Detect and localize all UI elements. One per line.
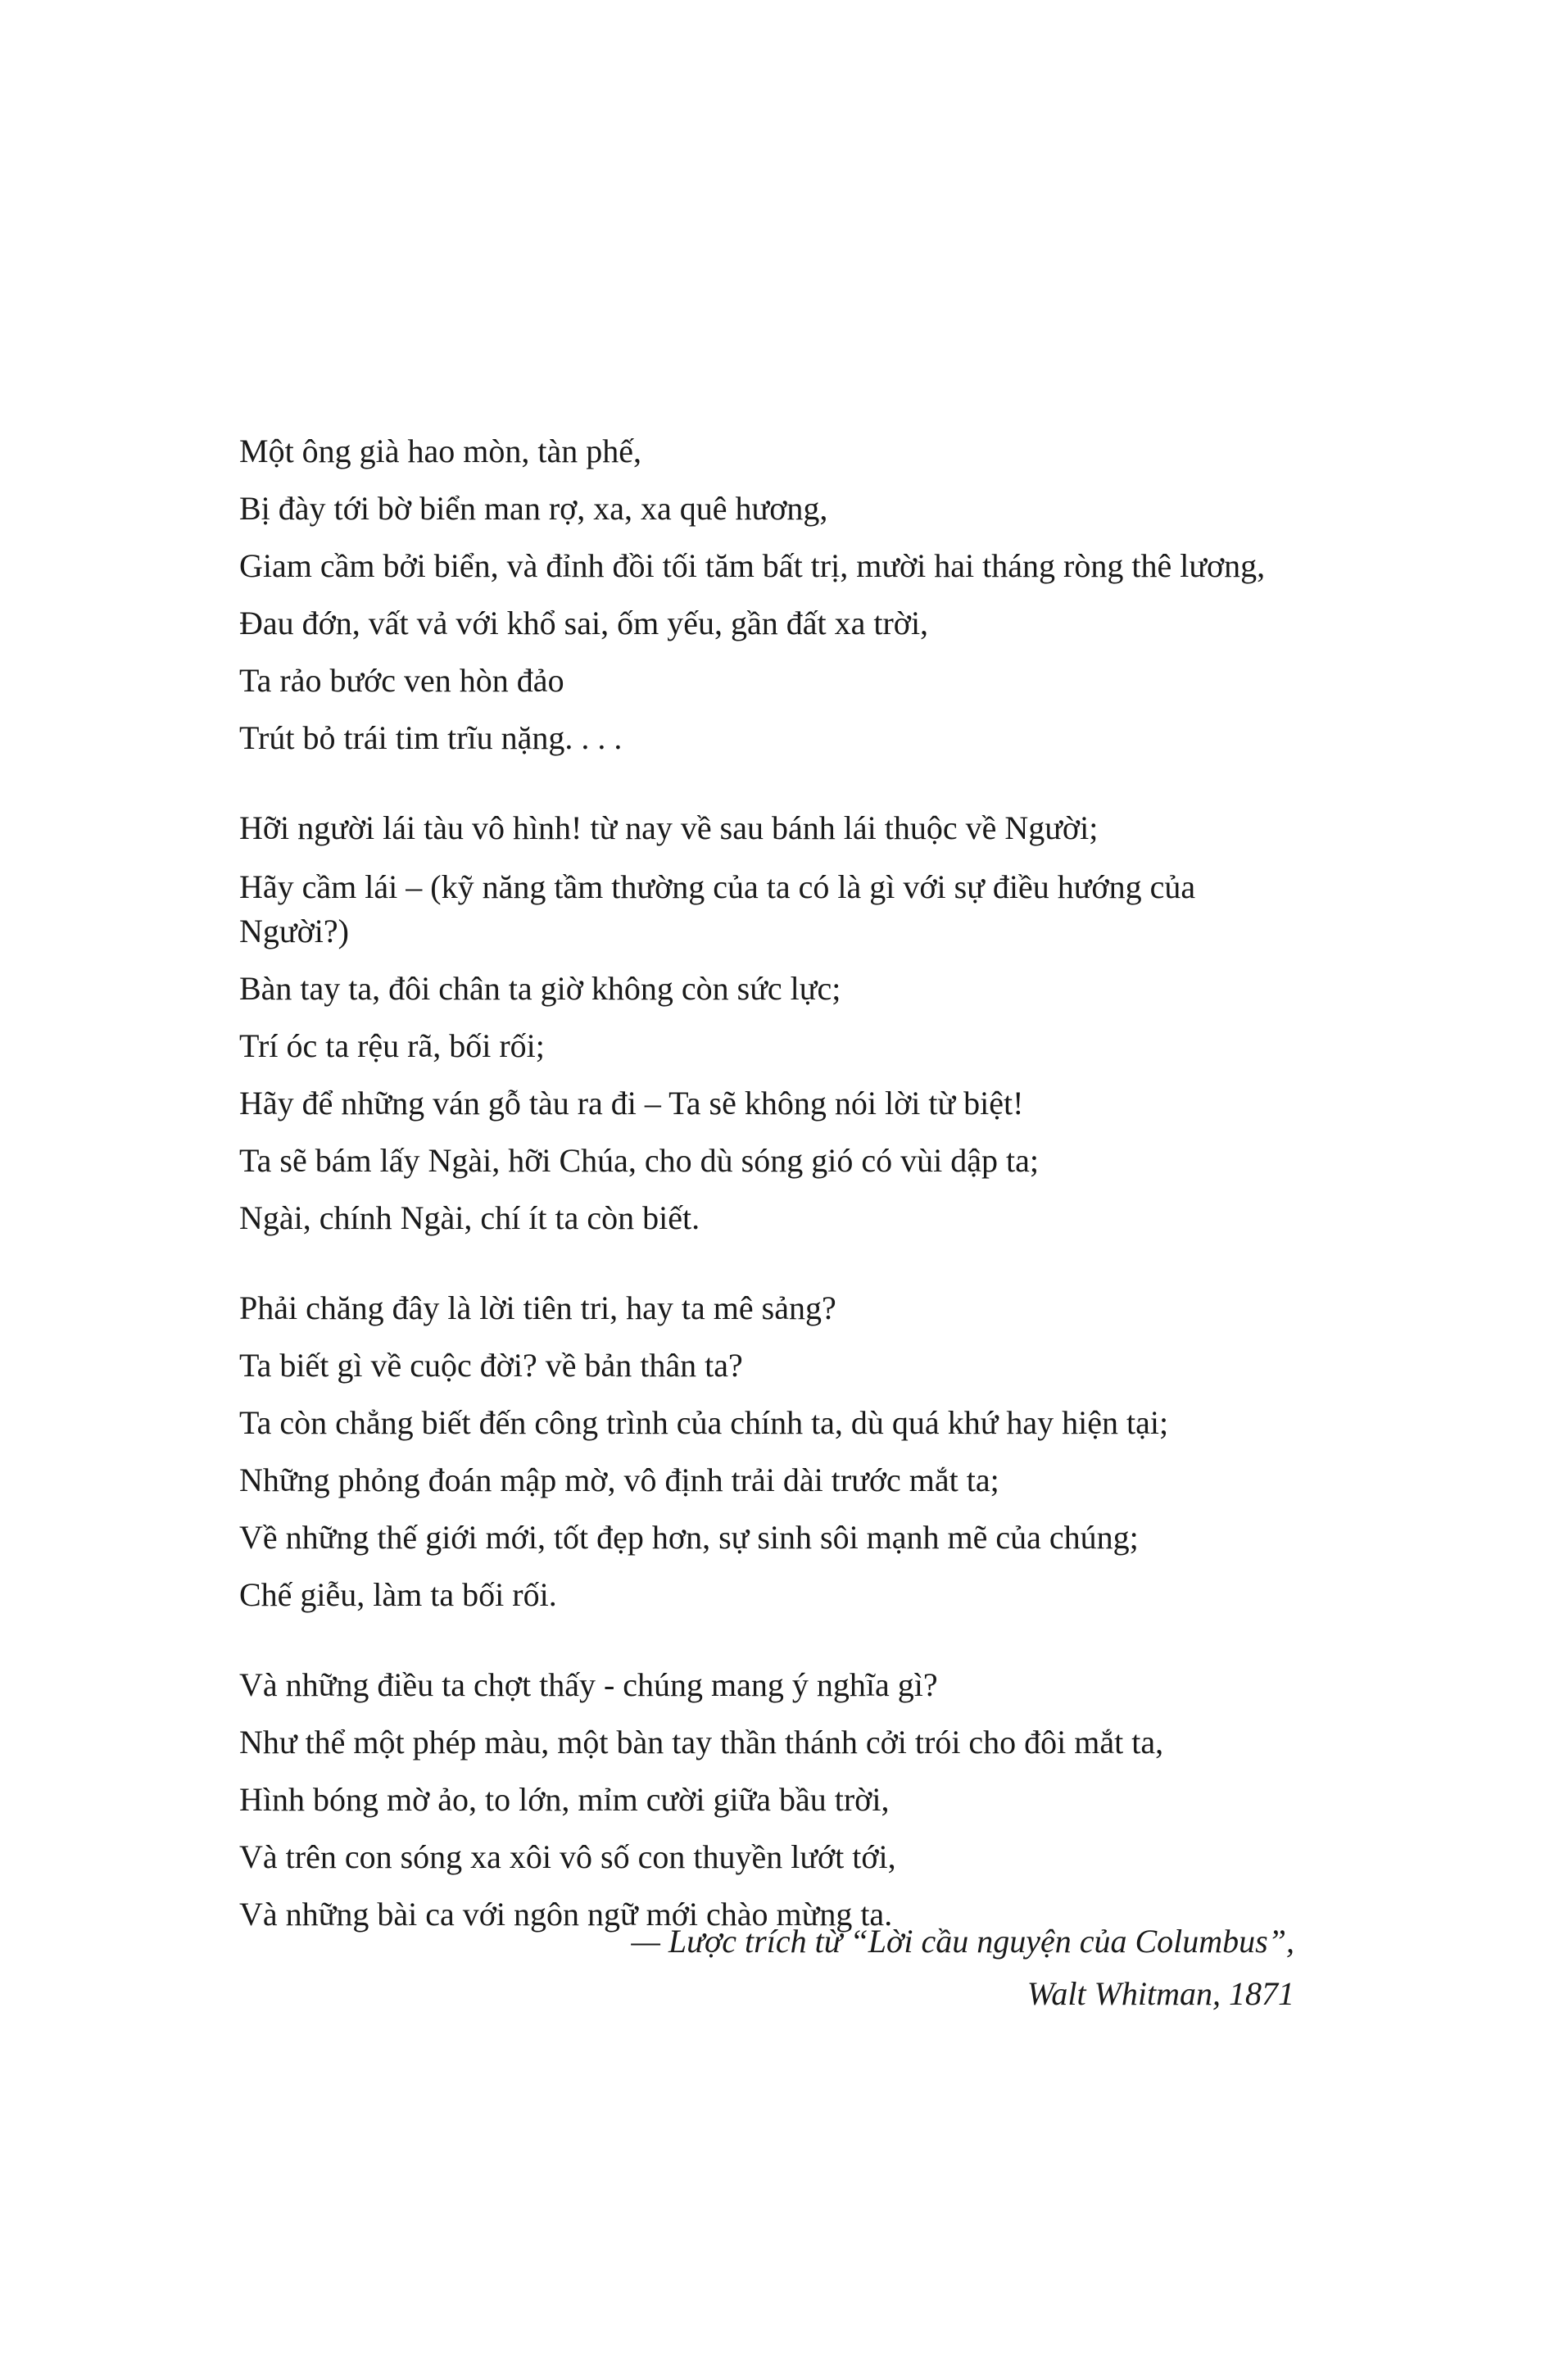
stanza-1: [239, 423, 1304, 767]
poem-line: Ta biết gì về cuộc đời? về bản thân ta?: [239, 1347, 743, 1384]
poem-line: Chế giễu, làm ta bối rối.: [239, 1576, 557, 1613]
poem-line: Ngài, chính Ngài, chí ít ta còn biết.: [239, 1199, 700, 1236]
poem-line: Và những bài ca với ngôn ngữ mới chào mừng ta.: [239, 1896, 893, 1933]
stanza-2: [239, 800, 1304, 1247]
poem-line: Hình bóng mờ ảo, to lớn, mỉm cười giữa bầu trời,: [239, 1781, 890, 1818]
poem-line: Như thể một phép màu, một bàn tay thần thánh cởi trói cho đôi mắt ta,: [239, 1724, 1164, 1761]
poem-line: Ta rảo bước ven hòn đảo: [239, 662, 564, 699]
poem-line: Ta sẽ bám lấy Ngài, hỡi Chúa, cho dù sóng gió có vùi dập ta;: [239, 1142, 1039, 1179]
poem-line: Giam cầm bởi biển, và đỉnh đồi tối tăm bất trị, mười hai tháng ròng thê lương,: [239, 547, 1266, 584]
attribution-author: Walt Whitman, 1871: [1026, 1975, 1294, 2012]
poem-line: Đau đớn, vất vả với khổ sai, ốm yếu, gần đất xa trời,: [239, 605, 929, 641]
attribution: [631, 1915, 1294, 2020]
poem-line: Và trên con sóng xa xôi vô số con thuyền lướt tới,: [239, 1838, 896, 1875]
poem-line: Phải chăng đây là lời tiên tri, hay ta mê sảng?: [239, 1289, 836, 1326]
poem-line: Trí óc ta rệu rã, bối rối;: [239, 1027, 545, 1064]
stanza-4: [239, 1656, 1304, 1943]
poem-line: Bàn tay ta, đôi chân ta giờ không còn sức lực;: [239, 970, 841, 1007]
poem-line: Về những thế giới mới, tốt đẹp hơn, sự sinh sôi mạnh mẽ của chúng;: [239, 1519, 1139, 1556]
poem-line: Hỡi người lái tàu vô hình! từ nay về sau bánh lái thuộc về Người;: [239, 809, 1099, 846]
stanza-3: [239, 1280, 1304, 1624]
poem-line: Trút bỏ trái tim trĩu nặng. . . .: [239, 719, 623, 756]
poem-line: Một ông già hao mòn, tàn phế,: [239, 433, 642, 469]
attribution-source: — Lược trích từ “Lời cầu nguyện của Columbus”,: [631, 1923, 1294, 1960]
poem-line: Hãy cầm lái – (kỹ năng tầm thường của ta có là gì với sự điều hướng của Người?): [239, 868, 1196, 949]
poem-line: Ta còn chẳng biết đến công trình của chính ta, dù quá khứ hay hiện tại;: [239, 1404, 1169, 1441]
poem-line: Và những điều ta chợt thấy - chúng mang ý nghĩa gì?: [239, 1666, 938, 1703]
poem-line: Những phỏng đoán mập mờ, vô định trải dài trước mắt ta;: [239, 1461, 999, 1498]
poem: [239, 423, 1304, 1943]
poem-line: Hãy để những ván gỗ tàu ra đi – Ta sẽ không nói lời từ biệt!: [239, 1085, 1024, 1122]
poem-line: Bị đày tới bờ biển man rợ, xa, xa quê hương,: [239, 490, 828, 527]
